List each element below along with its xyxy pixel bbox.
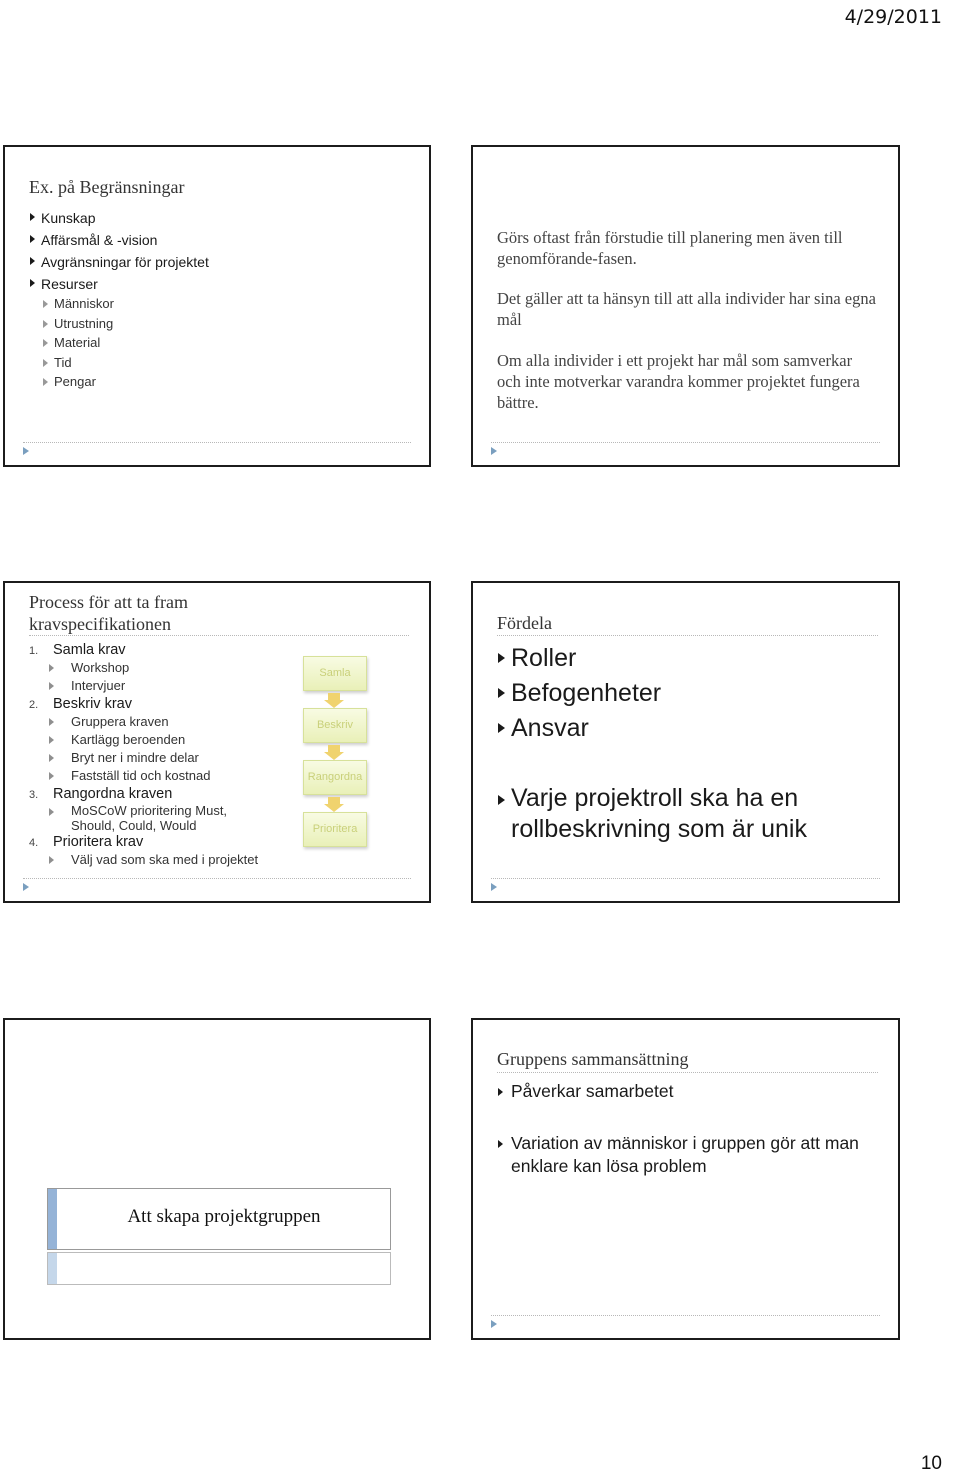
slide-section bbox=[3, 1018, 431, 1340]
step-label: Samla krav bbox=[53, 642, 126, 658]
step-item bbox=[29, 833, 299, 851]
step-number: 1. bbox=[29, 645, 39, 657]
list-item: Resurser bbox=[29, 273, 209, 295]
step-number: 3. bbox=[29, 789, 39, 801]
section-subtitle-box bbox=[47, 1252, 391, 1285]
footer-rule bbox=[23, 878, 411, 879]
list-item: Bryt ner i mindre delar bbox=[29, 749, 299, 767]
note-list bbox=[497, 783, 858, 845]
footer-rule bbox=[491, 442, 880, 443]
list-item: Variation av människor i gruppen gör att man enklare kan lösa problem bbox=[497, 1132, 868, 1178]
footer-arrow-icon bbox=[491, 1320, 497, 1328]
page-date: 4/29/2011 bbox=[844, 6, 942, 28]
footer-arrow-icon bbox=[23, 883, 29, 891]
group-list bbox=[497, 1132, 868, 1178]
footer-arrow-icon bbox=[491, 883, 497, 891]
slide-mal bbox=[471, 145, 900, 467]
footer-arrow-icon bbox=[23, 447, 29, 455]
list-item: Utrustning bbox=[29, 314, 114, 334]
accent-bar bbox=[48, 1253, 57, 1284]
diagram-box-rangordna: Rangordna bbox=[303, 760, 367, 795]
section-title-box bbox=[47, 1188, 391, 1250]
list-item: Roller bbox=[497, 641, 661, 676]
list-item: Varje projektroll ska ha en rollbeskrivning som är unik bbox=[497, 783, 858, 845]
roles-list bbox=[497, 641, 661, 746]
resources-sublist bbox=[29, 294, 114, 392]
list-item: Människor bbox=[29, 294, 114, 314]
diagram-box-prioritera: Prioritera bbox=[303, 812, 367, 847]
step-item bbox=[29, 641, 299, 659]
slide-title: Fördela bbox=[497, 613, 552, 633]
step-item bbox=[29, 695, 299, 713]
slide-gruppens bbox=[471, 1018, 900, 1340]
step-label: Prioritera krav bbox=[53, 834, 144, 850]
list-item: Kunskap bbox=[29, 207, 209, 229]
list-item: Material bbox=[29, 333, 114, 353]
paragraph: Om alla individer i ett projekt har mål som samverkar och inte motverkar varandra kommer projektet fungera bättre. bbox=[497, 351, 860, 412]
section-title: Att skapa projektgruppen bbox=[127, 1206, 321, 1227]
slide-title: Ex. på Begränsningar bbox=[29, 177, 185, 197]
list-item: Fastställ tid och kostnad bbox=[29, 767, 299, 785]
list-item: Affärsmål & -vision bbox=[29, 229, 209, 251]
list-item: Intervjuer bbox=[29, 677, 299, 695]
list-item: Avgränsningar för projektet bbox=[29, 251, 209, 273]
paragraph: Det gäller att ta hänsyn till att alla individer har sina egna mål bbox=[497, 289, 876, 329]
limitations-list bbox=[29, 207, 209, 295]
list-item: Tid bbox=[29, 353, 114, 373]
list-item: Pengar bbox=[29, 372, 114, 392]
diagram-box-samla: Samla bbox=[303, 656, 367, 691]
slide-process bbox=[3, 581, 431, 903]
page-number: 10 bbox=[920, 1453, 942, 1474]
diagram-box-beskriv: Beskriv bbox=[303, 708, 367, 743]
slide-title: Gruppens sammansättning bbox=[497, 1049, 689, 1069]
footer-rule bbox=[491, 1315, 880, 1316]
list-item: Workshop bbox=[29, 659, 299, 677]
accent-bar bbox=[48, 1189, 57, 1249]
list-item: Ansvar bbox=[497, 711, 661, 746]
step-number: 4. bbox=[29, 837, 39, 849]
process-steps bbox=[29, 641, 299, 869]
list-item: Befogenheter bbox=[497, 676, 661, 711]
footer-rule bbox=[491, 878, 880, 879]
list-item: Påverkar samarbetet bbox=[497, 1080, 868, 1103]
list-item: MoSCoW prioritering Must, Should, Could, Would bbox=[29, 803, 241, 833]
down-arrow-icon bbox=[328, 693, 340, 700]
title-rule bbox=[497, 635, 878, 636]
step-label: Rangordna kraven bbox=[53, 786, 173, 802]
group-list bbox=[497, 1080, 868, 1103]
slide-fordela bbox=[471, 581, 900, 903]
slide-title: Process för att ta fram kravspecifikationen bbox=[29, 592, 188, 634]
list-item: Kartlägg beroenden bbox=[29, 731, 299, 749]
list-item: Välj vad som ska med i projektet bbox=[29, 851, 299, 869]
down-arrow-icon bbox=[328, 797, 340, 804]
list-item: Gruppera kraven bbox=[29, 713, 299, 731]
footer-arrow-icon bbox=[491, 447, 497, 455]
paragraph: Görs oftast från förstudie till planering men även till genomförande-fasen. bbox=[497, 228, 843, 268]
down-arrow-icon bbox=[328, 745, 340, 752]
title-rule bbox=[29, 635, 409, 636]
footer-rule bbox=[23, 442, 411, 443]
step-item bbox=[29, 785, 299, 803]
slide-begransningar bbox=[3, 145, 431, 467]
step-number: 2. bbox=[29, 699, 39, 711]
step-label: Beskriv krav bbox=[53, 696, 132, 712]
title-rule bbox=[497, 1072, 878, 1073]
